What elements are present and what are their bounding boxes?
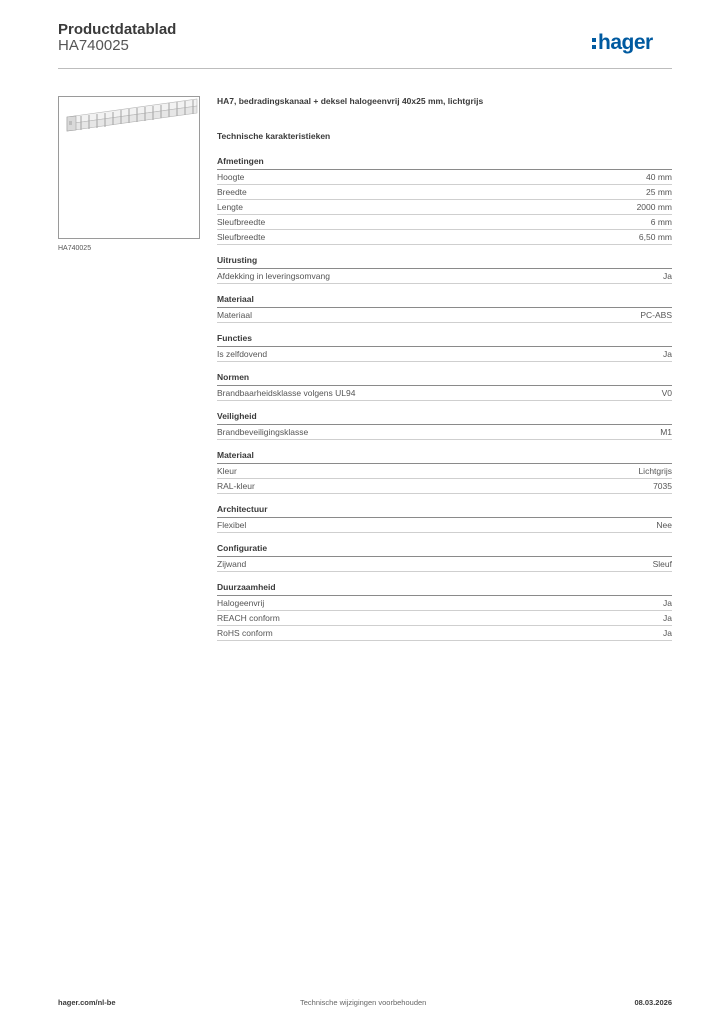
spec-row [217, 269, 672, 284]
spec-label: Sleufbreedte [217, 217, 266, 227]
spec-value: Ja [663, 271, 672, 281]
group-title: Architectuur [217, 504, 672, 518]
spec-label: Lengte [217, 202, 243, 212]
group-title: Configuratie [217, 543, 672, 557]
product-code: HA740025 [58, 37, 129, 54]
footer-date: 08.03.2026 [634, 998, 672, 1007]
spec-row [217, 230, 672, 245]
spec-label: Is zelfdovend [217, 349, 268, 359]
spec-label: Zijwand [217, 559, 247, 569]
spec-group [217, 450, 672, 494]
spec-group [217, 372, 672, 401]
spec-row [217, 464, 672, 479]
spec-value: Sleuf [652, 559, 672, 569]
spec-label: Kleur [217, 466, 237, 476]
spec-group [217, 333, 672, 362]
spec-group [217, 411, 672, 440]
spec-value: 2000 mm [636, 202, 672, 212]
spec-label: RAL-kleur [217, 481, 255, 491]
spec-row [217, 185, 672, 200]
spec-row [217, 596, 672, 611]
tech-title: Technische karakteristieken [217, 131, 331, 141]
spec-label: RoHS conform [217, 628, 273, 638]
group-title: Materiaal [217, 294, 672, 308]
image-caption: HA740025 [58, 245, 92, 252]
spec-row [217, 626, 672, 641]
spec-value: 6 mm [650, 217, 672, 227]
spec-value: PC-ABS [640, 310, 672, 320]
spec-value: Ja [663, 598, 672, 608]
spec-row [217, 425, 672, 440]
spec-row [217, 200, 672, 215]
spec-group [217, 294, 672, 323]
group-title: Uitrusting [217, 255, 672, 269]
spec-row [217, 518, 672, 533]
spec-row [217, 308, 672, 323]
spec-row [217, 170, 672, 185]
spec-value: Ja [663, 349, 672, 359]
spec-label: Breedte [217, 187, 247, 197]
spec-value: 6,50 mm [638, 232, 672, 242]
group-title: Functies [217, 333, 672, 347]
spec-row [217, 479, 672, 494]
spec-row [217, 347, 672, 362]
spec-value: 40 mm [646, 172, 672, 182]
spec-group [217, 156, 672, 245]
footer-website: hager.com/nl-be [58, 998, 116, 1007]
spec-label: Afdekking in leveringsomvang [217, 271, 330, 281]
spec-value: Ja [663, 628, 672, 638]
spec-groups [217, 156, 672, 641]
group-title: Duurzaamheid [217, 582, 672, 596]
spec-row [217, 386, 672, 401]
group-title: Afmetingen [217, 156, 672, 170]
spec-row [217, 557, 672, 572]
spec-row [217, 611, 672, 626]
spec-value: V0 [661, 388, 672, 398]
spec-column [217, 95, 672, 641]
spec-label: Brandbaarheidsklasse volgens UL94 [217, 388, 356, 398]
spec-value: 25 mm [646, 187, 672, 197]
group-title: Veiligheid [217, 411, 672, 425]
spec-group [217, 582, 672, 641]
spec-label: REACH conform [217, 613, 280, 623]
page-title: Productdatablad [58, 21, 177, 38]
spec-value: M1 [660, 427, 672, 437]
cable-duct-image [58, 96, 200, 239]
spec-label: Brandbeveiligingsklasse [217, 427, 309, 437]
spec-label: Flexibel [217, 520, 247, 530]
spec-label: Materiaal [217, 310, 252, 320]
spec-group [217, 255, 672, 284]
spec-value: Ja [663, 613, 672, 623]
spec-group [217, 543, 672, 572]
logo-text: hager [598, 31, 653, 54]
hager-logo [592, 29, 674, 57]
header-divider [58, 68, 672, 69]
group-title: Normen [217, 372, 672, 386]
spec-label: Hoogte [217, 172, 245, 182]
group-title: Materiaal [217, 450, 672, 464]
spec-value: 7035 [653, 481, 672, 491]
spec-group [217, 504, 672, 533]
footer-disclaimer: Technische wijzigingen voorbehouden [300, 998, 427, 1007]
spec-label: Halogeenvrij [217, 598, 265, 608]
spec-row [217, 215, 672, 230]
spec-value: Lichtgrijs [638, 466, 672, 476]
product-description: HA7, bedradingskanaal + deksel halogeenvrij 40x25 mm, lichtgrijs [217, 96, 484, 106]
spec-value: Nee [656, 520, 672, 530]
spec-label: Sleufbreedte [217, 232, 266, 242]
